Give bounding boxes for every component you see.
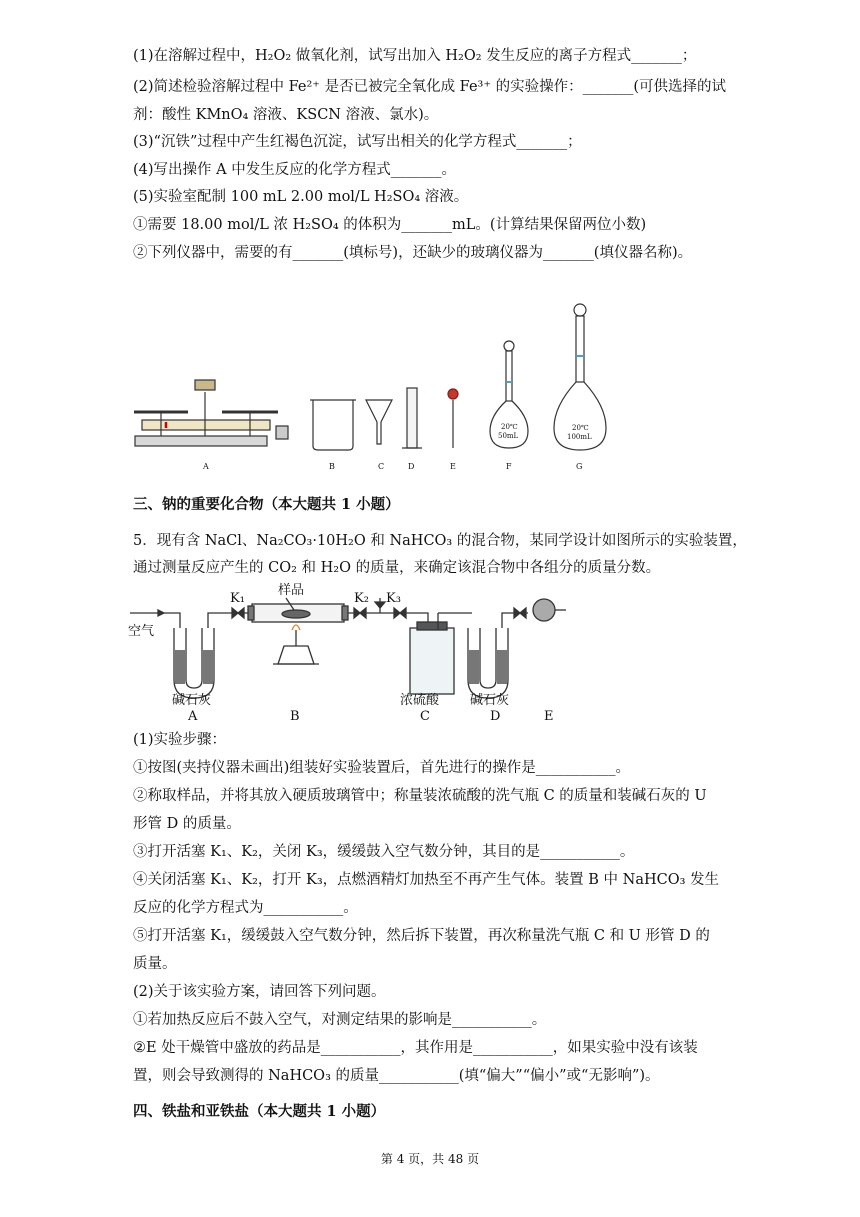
q4-part2-line2: 剂：酸性 KMnO₄ 溶液、KSCN 溶液、氯水)。 — [133, 107, 439, 123]
q4-part5-sub2: ②下列仪器中，需要的有_______(填标号)，还缺少的玻璃仪器为_______(填仪器名称)。 — [133, 245, 693, 261]
flask-g-temp: 20℃ — [572, 424, 589, 432]
label-sample: 样品 — [278, 583, 305, 598]
label-b: B — [290, 709, 300, 724]
q5-step-title: (1)实验步骤： — [133, 732, 227, 748]
label-soda-lime-a: 碱石灰 — [172, 693, 212, 708]
q5-intro-line2: 通过测量反应产生的 CO₂ 和 H₂O 的质量，来确定该混合物中各组分的质量分数。 — [133, 560, 661, 576]
flask-f-temp: 20℃ — [501, 423, 518, 431]
q5-step2-line1: ②称取样品，并将其放入硬质玻璃管中；称量装浓硫酸的洗气瓶 C 的质量和装碱石灰的 U — [133, 788, 707, 804]
q4-part2-line1: (2)简述检验溶解过程中 Fe²⁺ 是否已被完全氧化成 Fe³⁺ 的实验操作：_______(可供选择的试 — [133, 79, 727, 95]
q5-step5-line1: ⑤打开活塞 K₁，缓缓鼓入空气数分钟，然后拆下装置，再次称量洗气瓶 C 和 U 形管 D 的 — [133, 928, 710, 944]
q4-part5-sub1: ①需要 18.00 mol/L 浓 H₂SO₄ 的体积为_______mL。(计算结果保留两位小数) — [133, 217, 647, 233]
q5-part2-sub2-line1: ②E 处干燥管中盛放的药品是___________，其作用是___________，如果实验中没有该装 — [133, 1040, 698, 1056]
q4-part3: (3)“沉铁”过程中产生红褐色沉淀，试写出相关的化学方程式_______； — [133, 134, 582, 150]
page-footer: 第 4 页，共 48 页 — [380, 1152, 480, 1166]
label-c: C — [420, 709, 430, 724]
label-k3: K₃ — [386, 591, 401, 606]
q5-intro-line1: 5．现有含 NaCl、Na₂CO₃·10H₂O 和 NaHCO₃ 的混合物，某同学设计如图所示的实验装置， — [133, 533, 747, 549]
q5-step5-line2: 质量。 — [133, 956, 177, 972]
instrument-label-c: C — [378, 462, 385, 471]
label-conc-acid: 浓硫酸 — [400, 693, 440, 708]
instrument-label-g: G — [576, 462, 583, 471]
label-d: D — [490, 709, 501, 724]
label-k2: K₂ — [354, 591, 369, 606]
q5-part2-sub2-line2: 置，则会导致测得的 NaHCO₃ 的质量___________(填“偏大”“偏小”或“无影响”)。 — [133, 1068, 660, 1084]
q4-part4: (4)写出操作 A 中发生反应的化学方程式_______。 — [133, 162, 456, 178]
instrument-label-a: A — [203, 462, 209, 471]
q5-step1: ①按图(夹持仪器未画出)组装好实验装置后，首先进行的操作是___________。 — [133, 760, 631, 776]
instrument-label-d: D — [408, 462, 415, 471]
label-a: A — [188, 709, 198, 724]
instruments-figure — [130, 296, 630, 476]
instrument-label-f: F — [506, 462, 512, 471]
flask-g-volume: 100mL — [567, 433, 592, 441]
q4-part5: (5)实验室配制 100 mL 2.00 mol/L H₂SO₄ 溶液。 — [133, 189, 469, 205]
label-e: E — [544, 709, 554, 724]
label-k1: K₁ — [230, 591, 245, 606]
flask-f-volume: 50mL — [498, 432, 519, 440]
q5-part2-title: (2)关于该实验方案，请回答下列问题。 — [133, 984, 386, 1000]
q4-part1: (1)在溶解过程中，H₂O₂ 做氧化剂，试写出加入 H₂O₂ 发生反应的离子方程式_______； — [133, 48, 697, 64]
q5-step3: ③打开活塞 K₁、K₂，关闭 K₃，缓缓鼓入空气数分钟，其目的是___________。 — [133, 844, 635, 860]
section-3-title: 三、钠的重要化合物（本大题共 1 小题） — [133, 496, 400, 513]
label-soda-lime-d: 碱石灰 — [470, 693, 510, 708]
instrument-label-b: B — [329, 462, 335, 471]
q5-step4-line1: ④关闭活塞 K₁、K₂，打开 K₃，点燃酒精灯加热至不再产生气体。装置 B 中 NaHCO₃ 发生 — [133, 872, 720, 888]
q5-step4-line2: 反应的化学方程式为___________。 — [133, 900, 358, 916]
apparatus-figure — [128, 580, 568, 725]
label-air: 空气 — [128, 624, 155, 639]
instrument-label-e: E — [450, 462, 456, 471]
q5-part2-sub1: ①若加热反应后不鼓入空气，对测定结果的影响是___________。 — [133, 1012, 547, 1028]
section-4-title: 四、铁盐和亚铁盐（本大题共 1 小题） — [133, 1103, 386, 1120]
q5-step2-line2: 形管 D 的质量。 — [133, 816, 241, 832]
